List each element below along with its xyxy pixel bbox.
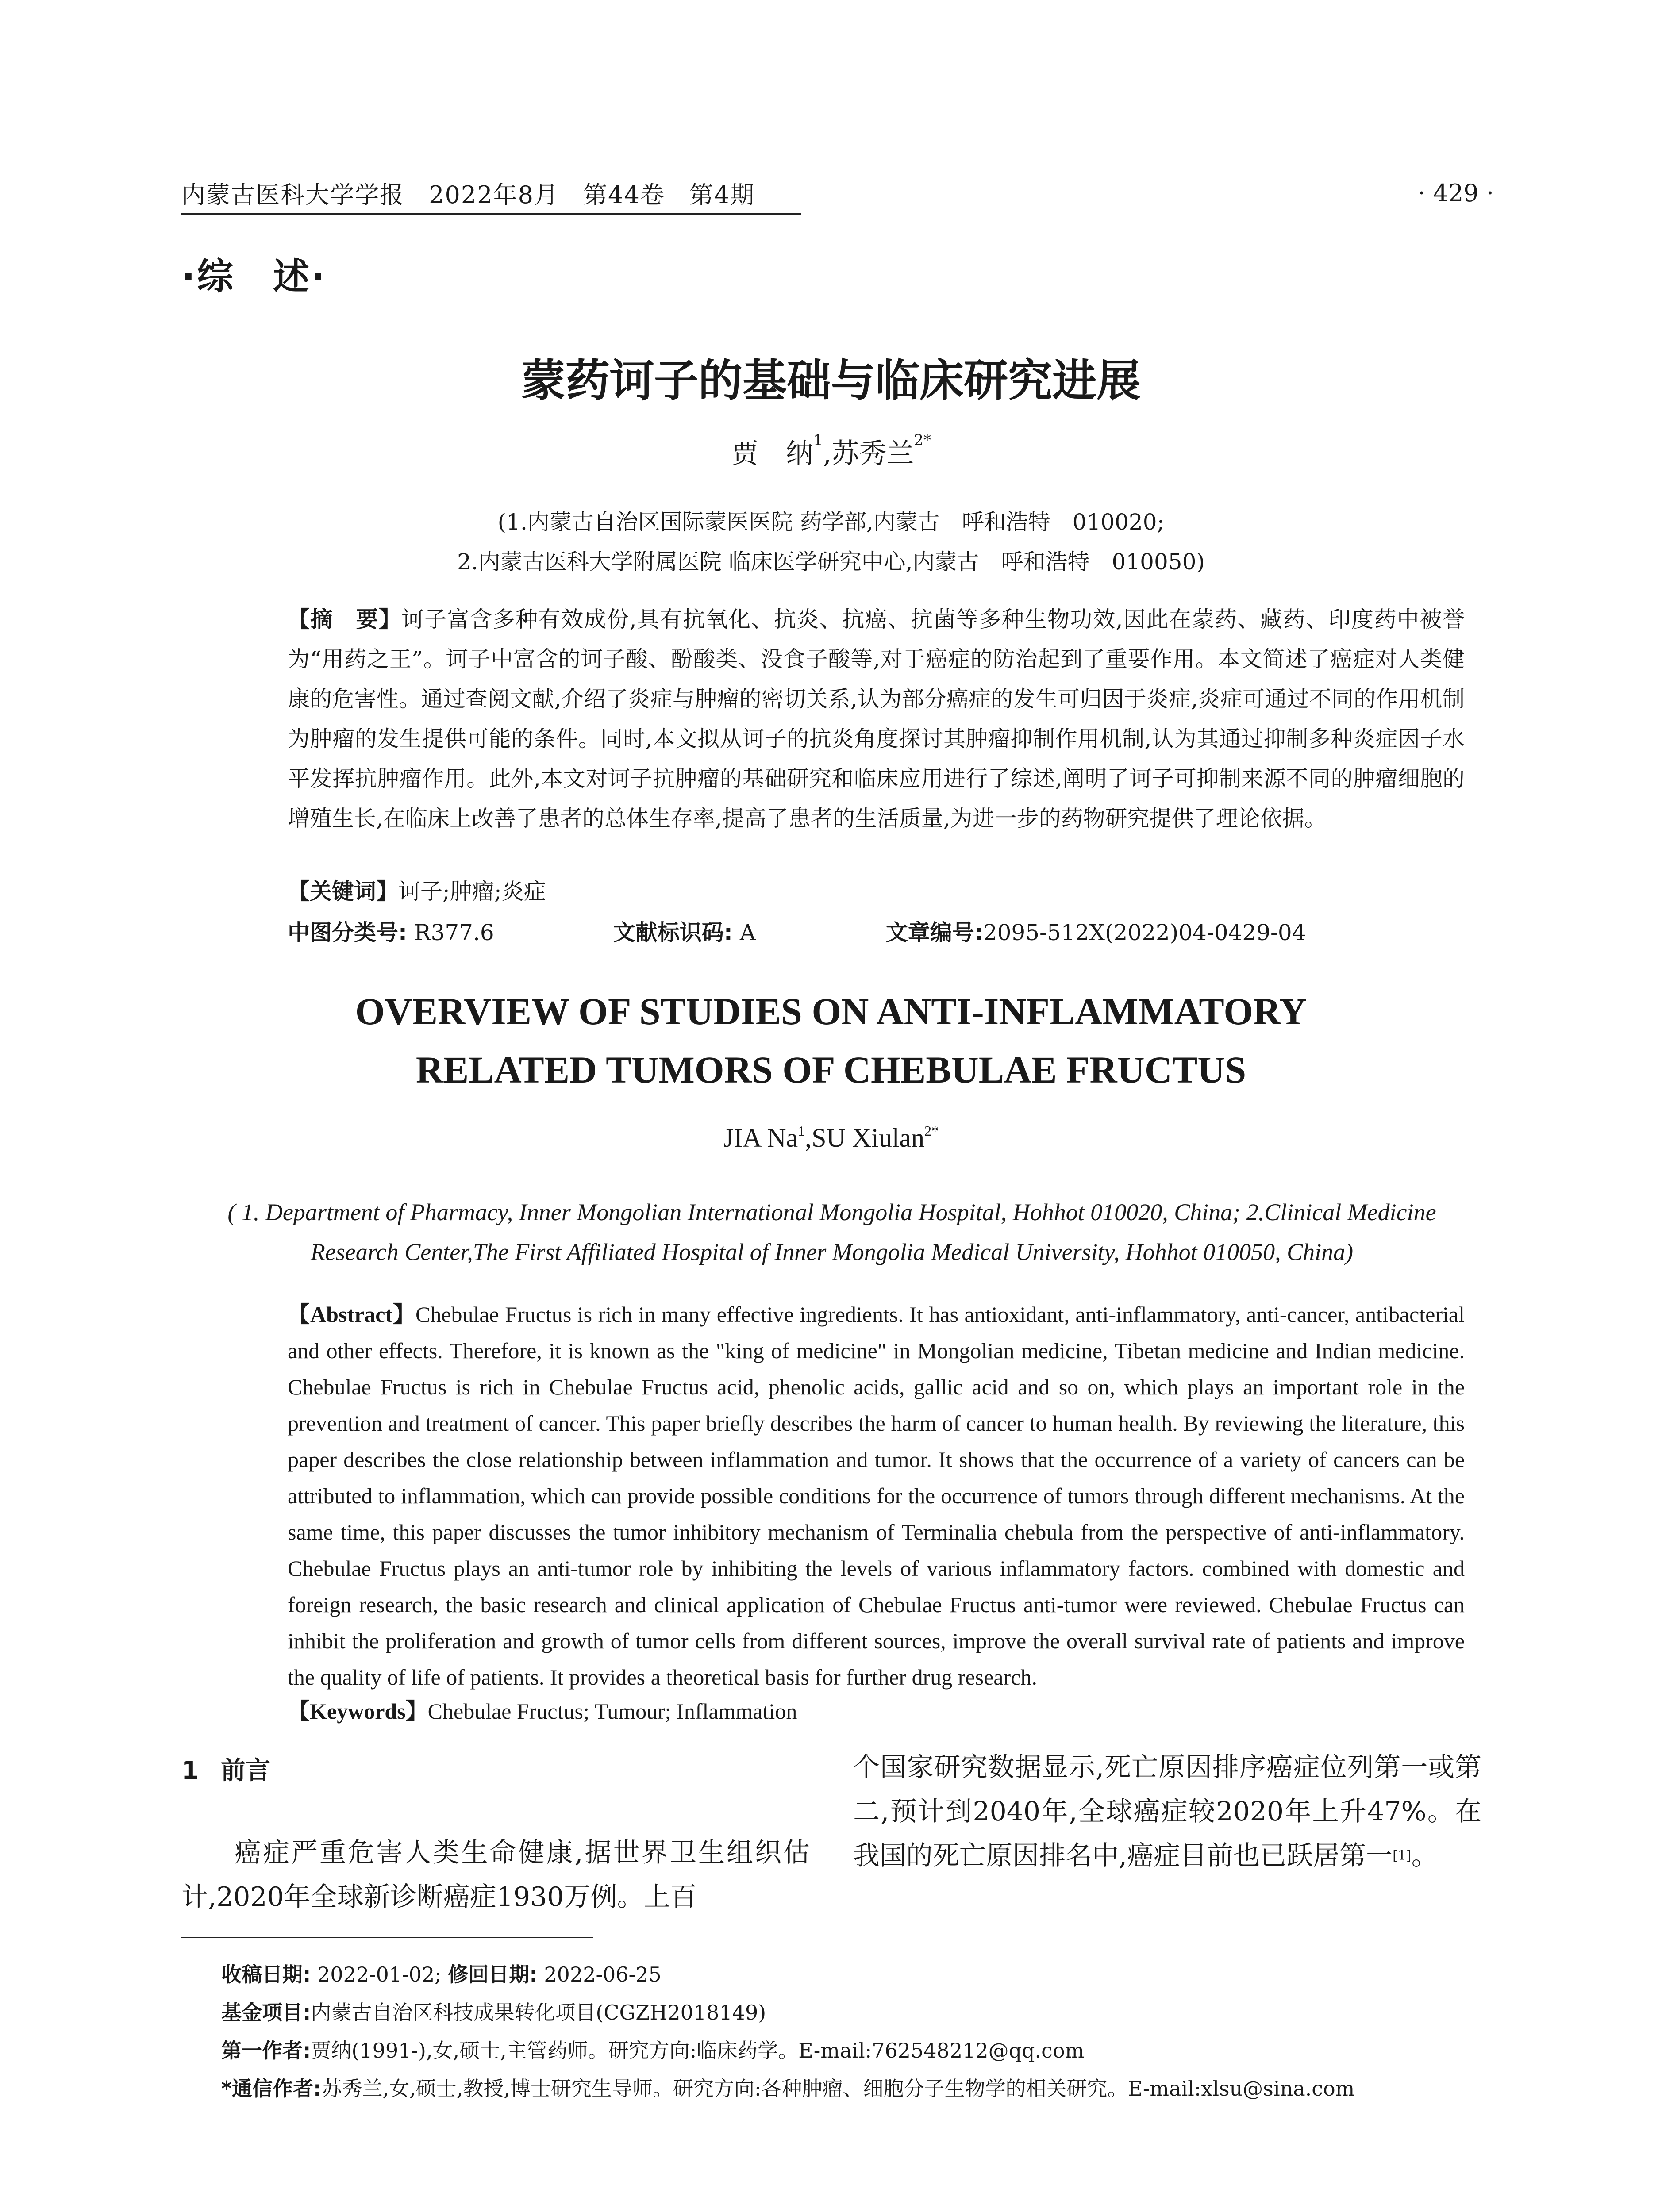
english-abstract [288, 1296, 1465, 1695]
received-label: 收稿日期: [221, 1962, 311, 1986]
affiliation-line: (1.内蒙古自治区国际蒙医医院 药学部,内蒙古 呼和浩特 010020; [497, 509, 1165, 535]
keywords-text: Chebulae Fructus; Tumour; Inflammation [427, 1699, 797, 1724]
chinese-authors [0, 431, 1662, 471]
issue-date: 2022年8月 [429, 181, 559, 209]
doc-code-value: A [739, 920, 756, 945]
author-name: JIA Na [723, 1123, 798, 1152]
fund-text: 内蒙古自治区科技成果转化项目(CGZH2018149) [311, 2001, 766, 2024]
clc-value: R377.6 [414, 920, 494, 945]
author-separator: , [805, 1123, 812, 1152]
abstract-label: 【Abstract】 [288, 1302, 416, 1327]
english-keywords [288, 1694, 797, 1725]
received-date: 2022-01-02; [317, 1962, 442, 1986]
footnote-dates [221, 1955, 1549, 1993]
doc-code-label: 文献标识码: [613, 920, 733, 945]
footnote-fund [221, 1993, 1549, 2032]
keywords-label: 【关键词】 [288, 879, 398, 904]
keywords-text: 诃子;肿瘤;炎症 [398, 879, 546, 904]
abstract-label: 【摘 要】 [288, 607, 402, 632]
volume: 第44卷 [583, 181, 665, 209]
author-affil-mark: 1 [813, 431, 823, 449]
section-heading [181, 1751, 270, 1786]
body-text: 个国家研究数据显示,死亡原因排序癌症位列第一或第二,预计到2040年,全球癌症较2020年上升47%。在我国的死亡原因排名中,癌症目前也已跃居第一 [853, 1752, 1481, 1871]
article-number-label: 文章编号: [885, 920, 983, 945]
section-title: 前言 [220, 1756, 270, 1785]
chinese-title: 蒙药诃子的基础与临床研究进展 [521, 355, 1141, 407]
first-author-label: 第一作者: [221, 2039, 311, 2062]
issue-number: 第4期 [689, 181, 755, 209]
clc-item [288, 915, 606, 947]
journal-name: 内蒙古医科大学学报 [181, 181, 404, 209]
footnote-rule [181, 1937, 593, 1938]
section-number: 1 [181, 1756, 199, 1785]
revised-label: 修回日期: [448, 1962, 538, 1986]
english-title-line: RELATED TUMORS OF CHEBULAE FRUCTUS [416, 1048, 1246, 1091]
classification-line [288, 915, 1465, 947]
affiliation-line: Research Center,The First Affiliated Hospital of Inner Mongolia Medical University, Hohhot 010050, China) [310, 1239, 1354, 1265]
fund-label: 基金项目: [221, 2001, 311, 2024]
affiliation-line: 2.内蒙古医科大学附属医院 临床医学研究中心,内蒙古 呼和浩特 010050) [457, 549, 1205, 575]
body-paragraph-left: 癌症严重危害人类生命健康,据世界卫生组织估计,2020年全球新诊断癌症1930万例。上百 [181, 1837, 810, 1912]
body-paragraph-right [853, 1745, 1481, 1878]
english-authors [0, 1123, 1662, 1153]
running-header [181, 176, 771, 210]
article-number-value: 2095-512X(2022)04-0429-04 [983, 920, 1306, 945]
corresponding-text: 苏秀兰,女,硕士,教授,博士研究生导师。研究方向:各种肿瘤、细胞分子生物学的相关研究。E-mail:xlsu@sina.com [321, 2077, 1355, 2101]
section-tag: ·综 述· [181, 256, 327, 298]
footnote-corresponding [221, 2070, 1549, 2108]
author-name: 苏秀兰 [831, 437, 914, 469]
english-title-line: OVERVIEW OF STUDIES ON ANTI-INFLAMMATORY [355, 990, 1307, 1033]
abstract-text: 诃子富含多种有效成份,具有抗氧化、抗炎、抗癌、抗菌等多种生物功效,因此在蒙药、藏药、印度药中被誉为“用药之王”。诃子中富含的诃子酸、酚酸类、没食子酸等,对于癌症的防治起到了重要作用。本文简述了癌症对人类健康的危害性。通过查阅文献,介绍了炎症与肿瘤的密切关系,认为部分癌症的发生可归因于炎症,炎症可通过不同的作用机制为肿瘤的发生提供可能的条件。同时,本文拟从诃子的抗炎角度探讨其肿瘤抑制作用机制,认为其通过抑制多种炎症因子水平发挥抗肿瘤作用。此外,本文对诃子抗肿瘤的基础研究和临床应用进行了综述,阐明了诃子可抑制来源不同的肿瘤细胞的增殖生长,在临床上改善了患者的总体生存率,提高了患者的生活质量,为进一步的药物研究提供了理论依据。 [288, 607, 1465, 831]
affiliation-line: ( 1. Department of Pharmacy, Inner Mongolian International Mongolia Hospital, Hohhot 010020, China; 2.Clinical Medicine [227, 1199, 1436, 1225]
author-separator: , [823, 437, 832, 469]
abstract-text: Chebulae Fructus is rich in many effective ingredients. It has antioxidant, anti-inflammatory, anti-cancer, antibacterial and other effects. Therefore, it is known as the "king of medicine" in Mongolian medicine, Tibetan medicine and Indian medicine. Chebulae Fructus is rich in Chebulae Fructus acid, phenolic acids, gallic acid and so on, which plays an important role in the prevention and treatment of cancer. This paper briefly describes the harm of cancer to human health. By reviewing the literature, this paper describes the close relationship between inflammation and tumor. It shows that the occurrence of a variety of cancers can be attributed to inflammation, which can provide possible conditions for the occurrence of tumors through different mechanisms. At the same time, this paper discusses the tumor inhibitory mechanism of Terminalia chebula from the perspective of anti-inflammatory. Chebulae Fructus plays an anti-tumor role by inhibiting the levels of various inflammatory factors. combined with domestic and foreign research, the basic research and clinical application of Chebulae Fructus anti-tumor were reviewed. Chebulae Fructus can inhibit the proliferation and growth of tumor cells from different sources, improve the overall survival rate of patients and improve the quality of life of patients. It provides a theoretical basis for further drug research. [288, 1302, 1465, 1690]
doc-code-item [613, 915, 879, 947]
author-affil-mark: 2* [924, 1123, 939, 1139]
chinese-abstract [288, 599, 1465, 838]
author-affil-mark: 2* [914, 431, 931, 449]
keywords-label: 【Keywords】 [288, 1699, 428, 1724]
citation-mark: [1] [1393, 1848, 1412, 1863]
english-affiliations [186, 1192, 1478, 1272]
page-number: · 429 · [1418, 179, 1494, 207]
article-number-item [886, 915, 1306, 947]
clc-label: 中图分类号: [288, 920, 407, 945]
revised-date: 2022-06-25 [544, 1962, 662, 1986]
author-affil-mark: 1 [798, 1123, 805, 1139]
author-name: 贾 纳 [731, 437, 813, 469]
corresponding-label: *通信作者: [221, 2077, 322, 2101]
header-rule [181, 213, 801, 215]
chinese-keywords [288, 874, 546, 906]
english-title [0, 982, 1662, 1099]
body-text-end: 。 [1411, 1840, 1438, 1871]
footnotes [221, 1955, 1549, 2108]
footnote-first-author [221, 2032, 1549, 2070]
chinese-affiliations [0, 502, 1662, 582]
author-name: SU Xiulan [812, 1123, 925, 1152]
first-author-text: 贾纳(1991-),女,硕士,主管药师。研究方向:临床药学。E-mail:762548212@qq.com [311, 2039, 1085, 2062]
